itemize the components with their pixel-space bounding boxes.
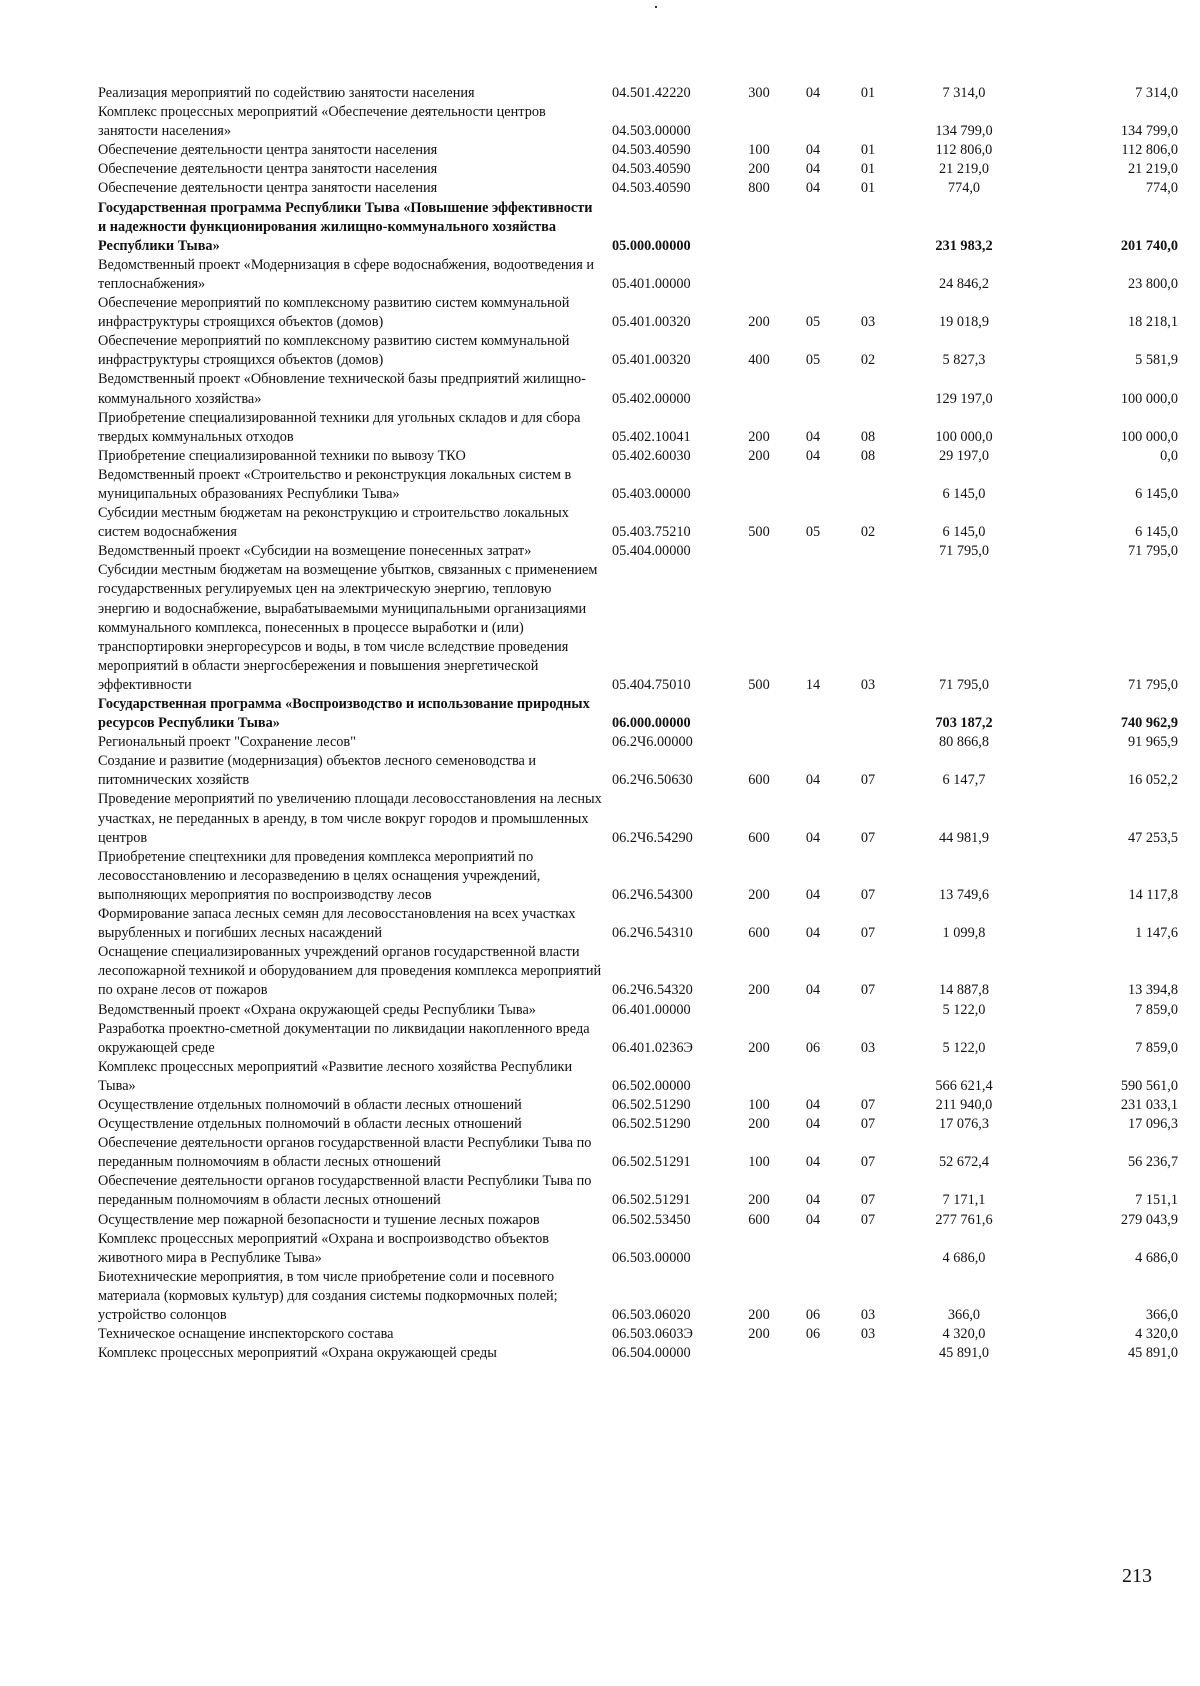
row-amount-2: 17 096,3 [1127,1116,1178,1133]
row-expense-type: 200 [748,1039,770,1056]
row-code: 05.401.00000 [612,275,691,292]
row-amount-1: 211 940,0 [935,1096,993,1113]
row-subsection: 03 [860,676,876,693]
table-row [98,695,1178,733]
row-name: Комплекс процессных мероприятий «Развитие лесного хозяйства Республики Тыва» [98,1058,573,1094]
row-name: Осуществление отдельных полномочий в области лесных отношений [98,1116,522,1133]
scan-speck [655,6,657,8]
row-section: 04 [805,1211,821,1228]
row-subsection: 07 [860,1192,876,1209]
row-section: 05 [805,314,821,331]
row-name: Обеспечение деятельности центра занятости населения [98,161,438,178]
row-amount-1: 4 686,0 [942,1249,986,1266]
table-row [98,160,1178,179]
row-expense-type: 100 [748,1154,770,1171]
row-amount-1: 5 122,0 [942,1001,986,1018]
row-name: Субсидии местным бюджетам на реконструкцию и строительство локальных систем водоснабжения [98,505,569,541]
row-amount-1: 13 749,6 [938,886,990,903]
table-row [98,1115,1178,1134]
row-amount-1: 80 866,8 [938,734,990,751]
row-code: 05.401.00320 [612,314,691,331]
row-section: 04 [805,1116,821,1133]
row-code: 05.404.00000 [612,543,691,560]
table-row [98,1268,1178,1325]
row-name: Ведомственный проект «Модернизация в сфере водоснабжения, водоотведения и теплоснабжения» [98,256,595,292]
row-expense-type: 300 [748,85,770,101]
row-amount-2: 7 151,1 [1135,1192,1178,1209]
row-code: 06.503.0603Э [612,1326,693,1343]
row-code: 04.503.40590 [612,142,691,159]
table-row [98,447,1178,466]
row-amount-1: 29 197,0 [938,447,990,464]
row-amount-1: 277 761,6 [935,1211,993,1228]
row-name: Государственная программа «Воспроизводство и использование природных ресурсов Республики Тыва» [98,696,590,732]
row-expense-type: 200 [748,1307,770,1323]
row-amount-2: 231 033,1 [1120,1096,1178,1113]
row-name: Формирование запаса лесных семян для лесовосстановления на всех участках вырубленных и погибших лесных насаждений [98,906,576,942]
row-subsection: 07 [860,886,876,903]
row-amount-2: 91 965,9 [1127,734,1178,751]
table-row [98,199,1178,256]
row-subsection: 01 [860,180,876,197]
row-section: 04 [805,886,821,903]
row-subsection: 03 [860,1039,876,1056]
row-amount-2: 16 052,2 [1127,772,1178,789]
row-code: 05.403.75210 [612,524,691,541]
row-section: 06 [805,1039,821,1056]
row-code: 06.503.06020 [612,1307,691,1323]
row-name: Разработка проектно-сметной документации по ликвидации накопленного вреда окружающей среде [98,1020,590,1056]
row-subsection: 01 [860,161,876,178]
row-amount-1: 21 219,0 [938,161,990,178]
row-name: Комплекс процессных мероприятий «Охрана и воспроизводство объектов животного мира в Республике Тыва» [98,1230,550,1266]
row-section: 04 [805,85,821,101]
row-code: 04.503.40590 [612,161,691,178]
row-name: Субсидии местным бюджетам на возмещение убытков, связанных с применением государственных регулируемых цен на электрическую энергию, тепловую энергию и водоснабжение, вырабатываемыми муниципальными организациями коммунального комплекса, понесенных в процессе выработки и (или) транспортировки энергоресурсов и воды, в том числе вследствие проведения мероприятий в области энергосбережения и повышения энергетической эффективности [98,562,598,693]
row-code: 06.502.51290 [612,1096,691,1113]
row-amount-2: 7 314,0 [1135,85,1178,101]
row-section: 04 [805,447,821,464]
table-row [98,294,1178,332]
row-code: 06.2Ч6.50630 [612,772,693,789]
row-section: 14 [805,676,821,693]
row-section: 05 [805,524,821,541]
row-section: 04 [805,180,821,197]
row-subsection: 07 [860,1116,876,1133]
row-name: Региональный проект "Сохранение лесов" [98,734,357,751]
row-amount-2: 366,0 [1145,1307,1178,1323]
table-row [98,179,1178,198]
row-subsection: 07 [860,982,876,999]
table-row [98,561,1178,695]
row-code: 04.501.42220 [612,85,691,101]
row-expense-type: 200 [748,1192,770,1209]
table-row [98,1020,1178,1058]
row-amount-2: 7 859,0 [1135,1039,1178,1056]
row-expense-type: 200 [748,161,770,178]
table-row [98,943,1178,1000]
table-row [98,1001,1178,1020]
row-amount-1: 6 145,0 [942,485,986,502]
row-name: Приобретение специализированной техники для угольных складов и для сбора твердых коммунальных отходов [98,409,581,445]
row-subsection: 01 [860,85,876,101]
row-code: 05.402.00000 [612,390,691,407]
row-name: Обеспечение деятельности центра занятости населения [98,142,438,159]
row-expense-type: 800 [748,180,770,197]
budget-table [98,84,1178,1363]
row-subsection: 07 [860,772,876,789]
table-row [98,84,1178,103]
row-expense-type: 200 [748,314,770,331]
table-row [98,504,1178,542]
row-amount-1: 5 122,0 [942,1039,986,1056]
row-code: 06.502.51291 [612,1192,691,1209]
table-row [98,733,1178,752]
row-section: 04 [805,829,821,846]
row-amount-2: 100 000,0 [1120,428,1178,445]
row-amount-1: 566 621,4 [935,1077,993,1094]
row-amount-1: 44 981,9 [938,829,990,846]
table-row [98,1172,1178,1210]
row-section: 04 [805,428,821,445]
row-code: 06.504.00000 [612,1345,691,1362]
row-name: Создание и развитие (модернизация) объектов лесного семеноводства и питомнических хозяйств [98,753,537,789]
row-name: Осуществление мер пожарной безопасности и тушение лесных пожаров [98,1211,540,1228]
table-row [98,332,1178,370]
row-name: Ведомственный проект «Строительство и реконструкция локальных систем в муниципальных образованиях Республики Тыва» [98,466,572,502]
table-row [98,1096,1178,1115]
row-name: Обеспечение деятельности органов государственной власти Республики Тыва по переданным полномочиям в области лесных отношений [98,1135,592,1171]
row-name: Обеспечение деятельности органов государственной власти Республики Тыва по переданным полномочиям в области лесных отношений [98,1173,592,1209]
row-amount-1: 129 197,0 [935,390,993,407]
table-row [98,256,1178,294]
row-section: 06 [805,1326,821,1343]
row-amount-2: 112 806,0 [1121,142,1178,159]
row-code: 05.402.60030 [612,447,691,464]
row-subsection: 02 [860,352,876,369]
row-expense-type: 100 [748,1096,770,1113]
row-amount-1: 100 000,0 [935,428,993,445]
row-name: Ведомственный проект «Обновление технической базы предприятий жилищно-коммунального хозяйства» [98,371,586,407]
row-code: 05.403.00000 [612,485,691,502]
row-subsection: 03 [860,1307,876,1323]
row-name: Обеспечение мероприятий по комплексному развитию систем коммунальной инфраструктуры строящихся объектов (домов) [98,295,570,331]
table-row [98,790,1178,847]
row-subsection: 08 [860,447,876,464]
row-name: Обеспечение мероприятий по комплексному развитию систем коммунальной инфраструктуры строящихся объектов (домов) [98,333,570,369]
row-code: 06.502.53450 [612,1211,691,1228]
row-code: 05.000.00000 [612,237,691,254]
table-row [98,141,1178,160]
table-row [98,1325,1178,1344]
row-amount-2: 4 320,0 [1135,1326,1178,1343]
row-amount-2: 14 117,8 [1128,886,1178,903]
table-row [98,1134,1178,1172]
row-code: 06.502.51291 [612,1154,691,1171]
row-code: 05.401.00320 [612,352,691,369]
row-amount-1: 112 806,0 [935,142,993,159]
row-amount-2: 279 043,9 [1120,1211,1178,1228]
row-section: 06 [805,1307,821,1323]
row-name: Приобретение специализированной техники по вывозу ТКО [98,447,466,464]
table-row [98,409,1178,447]
table-row [98,103,1178,141]
row-expense-type: 200 [748,1116,770,1133]
row-amount-2: 590 561,0 [1120,1077,1178,1094]
row-code: 04.503.00000 [612,123,691,140]
row-code: 06.503.00000 [612,1249,691,1266]
row-name: Техническое оснащение инспекторского состава [98,1326,394,1343]
row-expense-type: 100 [748,142,770,159]
row-amount-1: 17 076,3 [938,1116,990,1133]
row-expense-type: 500 [748,676,770,693]
row-subsection: 01 [860,142,876,159]
row-amount-2: 201 740,0 [1120,237,1178,254]
row-amount-2: 6 145,0 [1135,524,1178,541]
row-amount-1: 7 314,0 [942,85,986,101]
row-amount-2: 23 800,0 [1127,275,1178,292]
row-section: 04 [805,161,821,178]
row-section: 04 [805,772,821,789]
table-row [98,1344,1178,1363]
row-amount-1: 24 846,2 [938,275,990,292]
row-amount-1: 231 983,2 [935,237,993,254]
row-name: Комплекс процессных мероприятий «Обеспечение деятельности центров занятости населения» [98,104,546,140]
row-expense-type: 200 [748,1326,770,1343]
row-name: Проведение мероприятий по увеличению площади лесовосстановления на лесных участках, не переданных в аренду, в том числе вокруг городов и промышленных центров [98,791,602,846]
row-code: 04.503.40590 [612,180,691,197]
row-code: 06.2Ч6.54290 [612,829,693,846]
row-amount-2: 21 219,0 [1127,161,1178,178]
table-row [98,752,1178,790]
row-subsection: 02 [860,524,876,541]
row-amount-2: 1 147,6 [1135,925,1178,942]
row-amount-2: 7 859,0 [1135,1001,1178,1018]
row-code: 06.502.00000 [612,1077,691,1094]
row-section: 04 [805,1154,821,1171]
table-row [98,905,1178,943]
row-section: 04 [805,142,821,159]
row-amount-2: 774,0 [1145,180,1178,197]
row-subsection: 03 [860,314,876,331]
row-amount-2: 45 891,0 [1127,1345,1178,1362]
row-section: 04 [805,982,821,999]
row-amount-1: 71 795,0 [938,543,990,560]
row-subsection: 07 [860,1096,876,1113]
row-expense-type: 600 [748,1211,770,1228]
row-expense-type: 400 [748,352,770,369]
row-name: Оснащение специализированных учреждений органов государственной власти лесопожарной техникой и оборудованием для проведения комплекса мероприятий по охране лесов от пожаров [98,944,602,999]
row-expense-type: 600 [748,772,770,789]
row-amount-2: 6 145,0 [1135,485,1178,502]
row-subsection: 07 [860,1154,876,1171]
row-name: Биотехнические мероприятия, в том числе приобретение соли и посевного материала (кормовых культур) для создания системы подкормочных полей; устройство солонцов [98,1268,558,1323]
row-code: 06.401.00000 [612,1001,691,1018]
row-amount-2: 18 218,1 [1127,314,1178,331]
row-amount-2: 740 962,9 [1120,715,1178,732]
row-expense-type: 200 [748,428,770,445]
table-row [98,848,1178,905]
table-row [98,1211,1178,1230]
row-amount-1: 14 887,8 [938,982,990,999]
row-amount-1: 6 145,0 [942,524,986,541]
row-expense-type: 600 [748,925,770,942]
row-amount-1: 6 147,7 [942,772,986,789]
row-amount-1: 774,0 [947,180,981,197]
row-name: Ведомственный проект «Охрана окружающей среды Республики Тыва» [98,1001,536,1018]
row-code: 06.2Ч6.54310 [612,925,693,942]
row-code: 06.2Ч6.54300 [612,886,693,903]
row-subsection: 07 [860,829,876,846]
row-amount-2: 13 394,8 [1127,982,1178,999]
table-row [98,1058,1178,1096]
row-amount-1: 52 672,4 [938,1154,990,1171]
row-expense-type: 600 [748,829,770,846]
row-amount-1: 4 320,0 [942,1326,986,1343]
row-amount-1: 7 171,1 [942,1192,986,1209]
row-name: Реализация мероприятий по содействию занятости населения [98,85,475,101]
row-code: 06.2Ч6.00000 [612,734,693,751]
row-amount-2: 134 799,0 [1120,123,1178,140]
row-section: 04 [805,1192,821,1209]
row-name: Комплекс процессных мероприятий «Охрана окружающей среды [98,1345,497,1362]
row-amount-2: 71 795,0 [1127,676,1178,693]
row-expense-type: 200 [748,886,770,903]
row-amount-1: 1 099,8 [942,925,986,942]
table-row [98,466,1178,504]
table-row [98,1230,1178,1268]
table-row [98,542,1178,561]
row-amount-2: 47 253,5 [1127,829,1178,846]
row-subsection: 07 [860,925,876,942]
row-amount-1: 366,0 [947,1307,981,1323]
row-code: 06.2Ч6.54320 [612,982,693,999]
table-row [98,370,1178,408]
row-amount-2: 56 236,7 [1127,1154,1178,1171]
row-code: 06.502.51290 [612,1116,691,1133]
row-code: 06.401.0236Э [612,1039,693,1056]
row-amount-1: 703 187,2 [935,715,993,732]
row-subsection: 07 [860,1211,876,1228]
row-expense-type: 500 [748,524,770,541]
row-name: Приобретение спецтехники для проведения комплекса мероприятий по лесовосстановлению и лесоразведению в целях оснащения учреждений, выполняющих мероприятия по воспроизводству лесов [98,848,541,903]
row-amount-1: 19 018,9 [938,314,990,331]
row-subsection: 08 [860,428,876,445]
row-name: Обеспечение деятельности центра занятости населения [98,180,438,197]
row-section: 04 [805,1096,821,1113]
row-amount-1: 71 795,0 [938,676,990,693]
row-section: 04 [805,925,821,942]
row-amount-2: 5 581,9 [1135,352,1178,369]
row-subsection: 03 [860,1326,876,1343]
row-name: Осуществление отдельных полномочий в области лесных отношений [98,1096,522,1113]
row-code: 05.404.75010 [612,676,691,693]
row-section: 05 [805,352,821,369]
row-amount-1: 45 891,0 [938,1345,990,1362]
row-name: Ведомственный проект «Субсидии на возмещение понесенных затрат» [98,543,532,560]
row-expense-type: 200 [748,447,770,464]
row-amount-2: 100 000,0 [1120,390,1178,407]
row-code: 06.000.00000 [612,715,691,732]
row-amount-1: 5 827,3 [942,352,986,369]
row-code: 05.402.10041 [612,428,691,445]
row-amount-2: 4 686,0 [1135,1249,1178,1266]
row-name: Государственная программа Республики Тыва «Повышение эффективности и надежности функционирования жилищно-коммунального хозяйства Республики Тыва» [98,199,593,254]
row-amount-1: 134 799,0 [935,123,993,140]
row-amount-2: 0,0 [1160,447,1178,464]
row-amount-2: 71 795,0 [1127,543,1178,560]
page-number: 213 [1122,1565,1152,1587]
row-expense-type: 200 [748,982,770,999]
